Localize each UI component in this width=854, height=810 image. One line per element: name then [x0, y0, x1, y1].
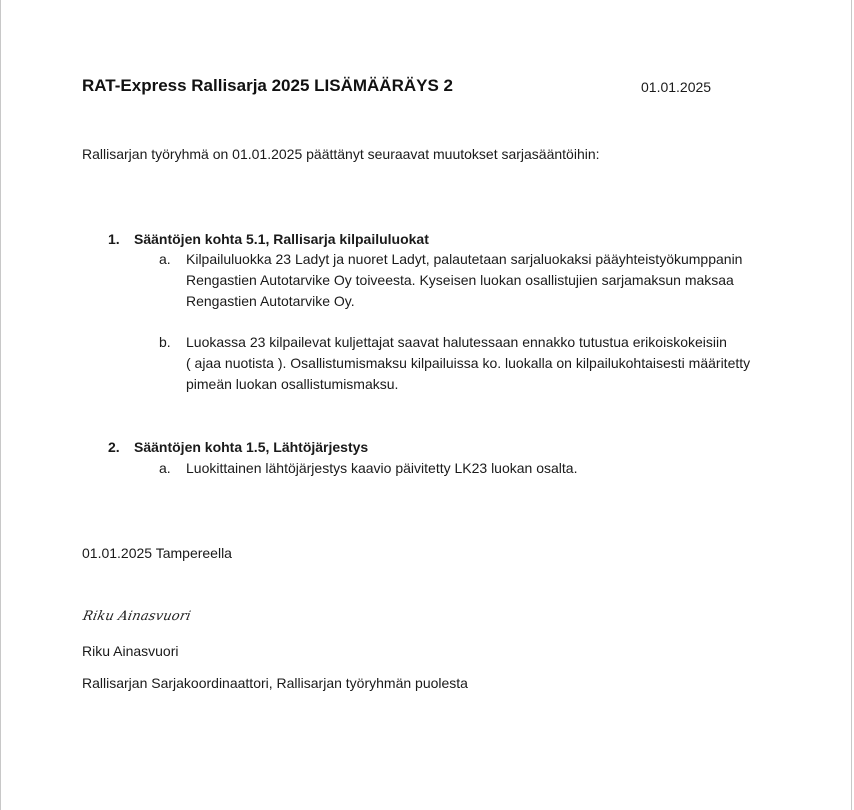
document-date: 01.01.2025: [641, 79, 712, 95]
place-and-date: 01.01.2025 Tampereella: [82, 545, 232, 561]
section-1-title: Sääntöjen kohta 5.1, Rallisarja kilpailuluokat: [134, 231, 429, 247]
document-title: RAT-Express Rallisarja 2025 LISÄMÄÄRÄYS 2: [82, 76, 453, 95]
handwritten-signature: Riku Ainasvuori: [81, 609, 193, 624]
section-1-item-b-letter: b.: [159, 334, 171, 350]
section-1-item-a-letter: a.: [159, 251, 171, 267]
section-2-number: 2.: [108, 439, 120, 455]
section-1-number: 1.: [108, 231, 120, 247]
section-1-item-a-line: Kilpailuluokka 23 Ladyt ja nuoret Ladyt, palautetaan sarjaluokaksi pääyhteistyökumppanin: [186, 251, 743, 267]
intro-paragraph: Rallisarjan työryhmä on 01.01.2025 päättänyt seuraavat muutokset sarjasääntöihin:: [82, 146, 600, 162]
section-1-item-a-line: Rengastien Autotarvike Oy toiveesta. Kyseisen luokan osallistujien sarjamaksun maksaa: [186, 272, 734, 288]
section-1-item-b-line: pimeän luokan osallistumismaksu.: [186, 376, 399, 392]
section-1-item-b-line: Luokassa 23 kilpailevat kuljettajat saavat halutessaan ennakko tutustua erikoiskokeisiin: [186, 334, 727, 350]
signer-name: Riku Ainasvuori: [82, 643, 179, 659]
section-2-title: Sääntöjen kohta 1.5, Lähtöjärjestys: [134, 439, 369, 455]
section-2-item-a-letter: a.: [159, 460, 171, 476]
section-1-item-a-line: Rengastien Autotarvike Oy.: [186, 293, 355, 309]
section-1-item-b-line: ( ajaa nuotista ). Osallistumismaksu kilpailuissa ko. luokalla on kilpailukohtaisesti määritetty: [186, 355, 751, 371]
section-2-item-a-line: Luokittainen lähtöjärjestys kaavio päivitetty LK23 luokan osalta.: [186, 460, 578, 476]
signer-role: Rallisarjan Sarjakoordinaattori, Rallisarjan työryhmän puolesta: [82, 675, 468, 691]
